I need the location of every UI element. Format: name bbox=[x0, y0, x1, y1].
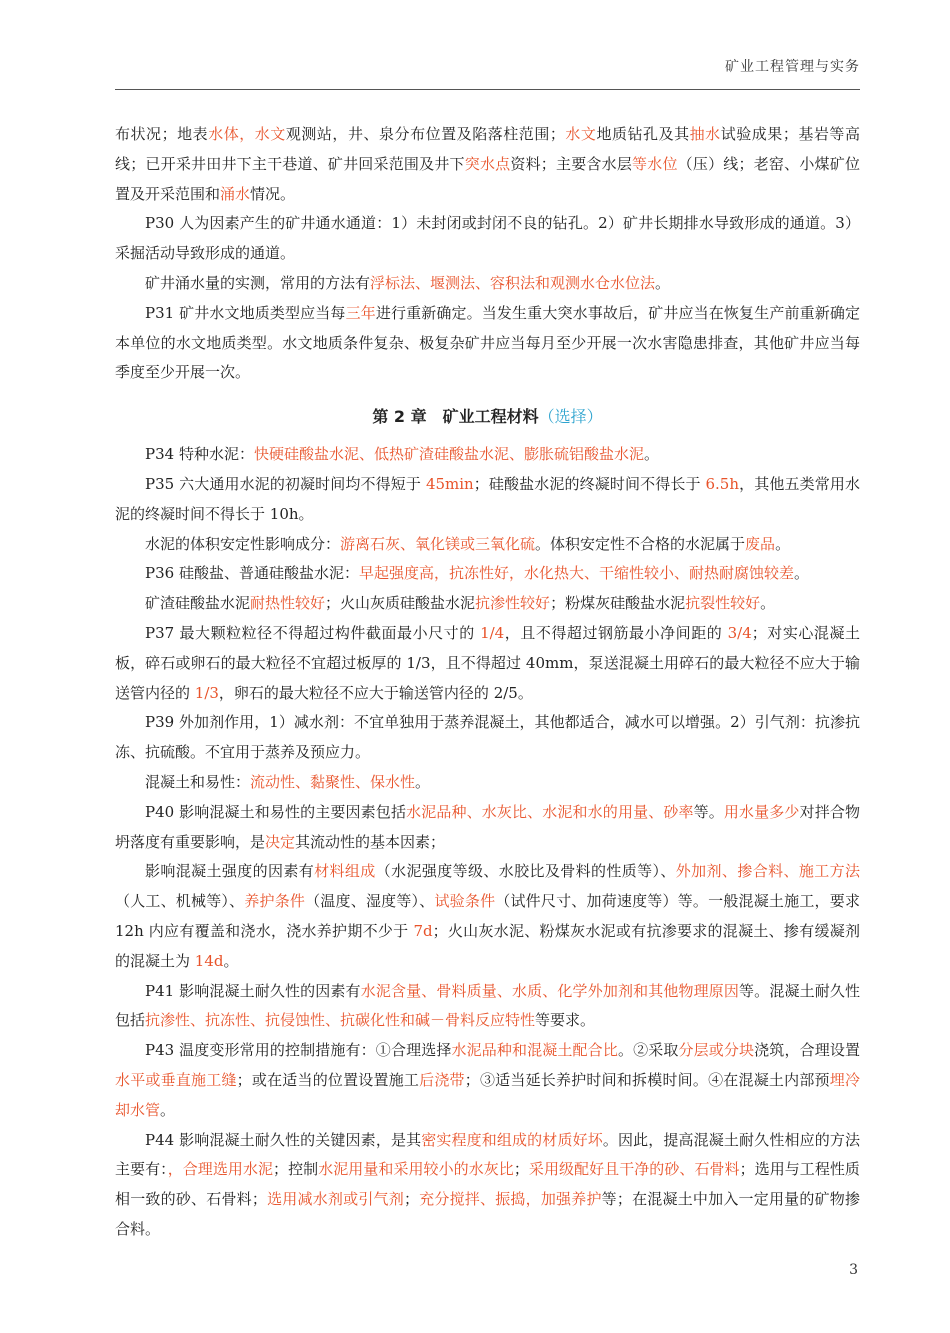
chapter-title-text: 第 2 章 矿业工程材料 bbox=[372, 407, 539, 427]
paragraph-text: P36 硅酸盐、普通硅酸盐水泥： bbox=[145, 564, 359, 583]
paragraph bbox=[115, 269, 860, 299]
highlighted-term: 流动性、黏聚性、保水性 bbox=[250, 772, 416, 791]
paragraph-text: 等；在混凝土中加入一定用量的矿物掺合料。 bbox=[115, 1190, 860, 1238]
paragraph-text: 试验成果；基岩等高线；已开采井田井下主干巷道、矿井回采范围及井下 bbox=[115, 125, 860, 173]
paragraph-text: 地质钻孔及其 bbox=[596, 125, 690, 143]
paragraph-text: （压）线；老窑、小煤矿位置及开采范围和 bbox=[115, 154, 860, 203]
paragraph-text: 观测站，井、泉分布位置及陷落柱范围； bbox=[285, 125, 565, 143]
highlighted-term: 耐热性较好 bbox=[250, 594, 326, 613]
paragraph-text: ；③适当延长养护时间和拆模时间。④在混凝土内部预 bbox=[464, 1070, 830, 1089]
highlighted-term: 三年 bbox=[345, 303, 376, 322]
highlighted-term: 采用级配好且干净的砂、石骨料 bbox=[528, 1160, 740, 1179]
highlighted-term: 快硬硅酸盐水泥、低热矿渣硅酸盐水泥、膨胀硫铝酸盐水泥 bbox=[253, 445, 644, 464]
highlighted-term: 1/3 bbox=[194, 683, 219, 702]
paragraph-text: （温度、湿度等）、 bbox=[305, 892, 435, 911]
paragraph bbox=[115, 977, 860, 1037]
highlighted-term: 材料组成 bbox=[314, 862, 376, 881]
paragraph-text: 影响混凝土强度的因素有 bbox=[145, 862, 315, 881]
paragraph-text: 进行重新确定。当发生重大突水事故后，矿井应当在恢复生产前重新确定本单位的水文地质类型。水文地质条件复杂、极复杂矿井应当每月至少开展一次水害隐患排查，其他矿井应当每季度至少开展一次。 bbox=[115, 303, 860, 382]
paragraph-text: 。 bbox=[793, 564, 809, 583]
paragraph-text: （人工、机械等）、 bbox=[115, 892, 245, 911]
paragraph-text: P39 外加剂作用，1）减水剂：不宜单独用于蒸养混凝土，其他都适合，减水可以增强。2）引气剂：抗渗抗冻、抗硫酸。不宜用于蒸养及预应力。 bbox=[115, 713, 860, 762]
paragraph-text: 。 bbox=[643, 445, 659, 464]
highlighted-term: 埋冷却水管 bbox=[115, 1070, 860, 1119]
highlighted-term: 用水量多少 bbox=[723, 802, 800, 821]
paragraph bbox=[115, 120, 860, 209]
paragraph-text: P40 影响混凝土和易性的主要因素包括 bbox=[145, 802, 407, 821]
paragraph-text: P34 特种水泥： bbox=[145, 445, 254, 464]
paragraph-text: ，且不得超过钢筋最小净间距的 bbox=[504, 623, 728, 642]
highlighted-term: 水文 bbox=[564, 125, 597, 143]
paragraph bbox=[115, 440, 860, 470]
paragraph-text: ；硅酸盐水泥的终凝时间不得长于 bbox=[473, 474, 706, 493]
highlighted-term: 外加剂、掺合料、施工方法 bbox=[675, 862, 860, 881]
section-hydrogeology bbox=[115, 120, 860, 388]
paragraph-text: （水泥强度等级、水胶比及骨料的性质等）、 bbox=[375, 862, 676, 881]
paragraph-text: ，卵石的最大粒径不应大于输送管内径的 2/5。 bbox=[218, 683, 533, 702]
highlighted-term: 早起强度高，抗冻性好，水化热大、干缩性较小、耐热耐腐蚀较差 bbox=[358, 564, 794, 583]
paragraph-text: 。因此，提高混凝土耐久性相应的方法主要有： bbox=[115, 1130, 860, 1179]
highlighted-term: 充分搅拌、振捣，加强养护 bbox=[418, 1190, 602, 1209]
highlighted-term: 6.5h bbox=[705, 474, 739, 493]
paragraph bbox=[115, 299, 860, 388]
paragraph-text: 对拌合物坍落度有重要影响，是 bbox=[115, 802, 860, 851]
chapter-heading bbox=[115, 402, 860, 432]
paragraph-text: 。 bbox=[223, 951, 239, 970]
paragraph bbox=[115, 798, 860, 858]
paragraph-text: P41 影响混凝土耐久性的因素有 bbox=[145, 981, 361, 1000]
paragraph-text: 其流动性的基本因素； bbox=[295, 832, 446, 851]
highlighted-term: 选用减水剂或引气剂 bbox=[266, 1190, 404, 1209]
highlighted-term: 水平或垂直施工缝 bbox=[115, 1070, 237, 1089]
paragraph-text: 等要求。 bbox=[535, 1011, 596, 1030]
paragraph bbox=[115, 530, 860, 560]
highlighted-term: 抗渗性、抗冻性、抗侵蚀性、抗碳化性和碱－骨料反应特性 bbox=[145, 1011, 536, 1030]
paragraph-text: 。 bbox=[415, 772, 431, 791]
paragraph-text: 。体积安定性不合格的水泥属于 bbox=[535, 534, 746, 553]
paragraph-text: 矿井涌水量的实测，常用的方法有 bbox=[145, 273, 371, 292]
paragraph-text: ；对实心混凝土板，碎石或卵石的最大粒径不宜超过板厚的 1/3，且不得超过 40mm，泵送混凝土用碎石的最大粒径不应大于输送管内径的 bbox=[115, 623, 860, 702]
paragraph-text: ； bbox=[403, 1190, 419, 1209]
paragraph-text: ；选用与工程性质相一致的砂、石骨料； bbox=[115, 1160, 860, 1209]
highlighted-term: 废品 bbox=[745, 534, 776, 553]
paragraph-text: 等。 bbox=[693, 802, 724, 821]
highlighted-term: 3/4 bbox=[727, 623, 752, 642]
highlighted-term: 抽水 bbox=[689, 125, 721, 143]
paragraph bbox=[115, 1036, 860, 1125]
paragraph-text: 混凝土和易性： bbox=[145, 772, 251, 791]
paragraph-text: 等。混凝土耐久性包括 bbox=[115, 981, 860, 1030]
running-header-title: 矿业工程管理与实务 bbox=[725, 59, 860, 75]
highlighted-term: 分层或分块 bbox=[678, 1041, 755, 1060]
paragraph-text: ； bbox=[513, 1160, 529, 1179]
paragraph-text: 资料；主要含水层 bbox=[510, 154, 633, 173]
paragraph-text: P44 影响混凝土耐久性的关键因素，是其 bbox=[145, 1130, 422, 1149]
highlighted-term: ，合理选用水泥 bbox=[167, 1160, 274, 1179]
page-body bbox=[115, 120, 860, 1245]
highlighted-term: 密实程度和组成的材质好坏 bbox=[421, 1130, 603, 1149]
paragraph-text: P30 人为因素产生的矿井通水通道：1）未封闭或封闭不良的钻孔。2）矿井长期排水导致形成的通道。3）采掘活动导致形成的通道。 bbox=[115, 214, 860, 263]
paragraph bbox=[115, 1126, 860, 1245]
paragraph bbox=[115, 470, 860, 530]
paragraph-text: ；火山灰水泥、粉煤灰水泥或有抗渗要求的混凝土、掺有缓凝剂的混凝土为 bbox=[115, 921, 860, 970]
paragraph-text: ；或在适当的位置设置施工 bbox=[236, 1070, 420, 1089]
paragraph-text: 。 bbox=[775, 534, 791, 553]
paragraph bbox=[115, 708, 860, 768]
highlighted-term: 后浇带 bbox=[419, 1070, 465, 1089]
paragraph bbox=[115, 589, 860, 619]
paragraph-text: P37 最大颗粒粒径不得超过构件截面最小尺寸的 bbox=[145, 623, 481, 642]
paragraph-text: P35 六大通用水泥的初凝时间均不得短于 bbox=[145, 474, 426, 493]
highlighted-term: 涌水 bbox=[220, 184, 251, 203]
paragraph-text: ，其他五类常用水泥的终凝时间不得长于 10h。 bbox=[115, 474, 860, 523]
highlighted-term: 等水位 bbox=[632, 154, 678, 173]
highlighted-term: 水泥含量、骨料质量、水质、化学外加剂和其他物理原因 bbox=[360, 981, 740, 1000]
paragraph-text: 。 bbox=[760, 594, 776, 613]
paragraph bbox=[115, 559, 860, 589]
highlighted-term: 水体，水文 bbox=[208, 125, 286, 143]
section-materials bbox=[115, 440, 860, 1245]
highlighted-term: 水泥品种和混凝土配合比 bbox=[451, 1041, 618, 1060]
paragraph-text: ；控制 bbox=[273, 1160, 319, 1179]
highlighted-term: 水泥用量和采用较小的水灰比 bbox=[318, 1160, 514, 1179]
paragraph-text: 。 bbox=[160, 1100, 176, 1119]
paragraph-text: ；粉煤灰硅酸盐水泥 bbox=[550, 594, 686, 613]
paragraph-text: ；火山灰质硅酸盐水泥 bbox=[325, 594, 476, 613]
highlighted-term: 养护条件 bbox=[244, 892, 306, 911]
paragraph bbox=[115, 768, 860, 798]
highlighted-term: 浮标法、堰测法、容积法和观测水仓水位法 bbox=[370, 273, 656, 292]
paragraph-text: （试件尺寸、加荷速度等）等。一般混凝土施工，要求 12h 内应有覆盖和浇水，浇水养护期不少于 bbox=[115, 892, 860, 940]
paragraph bbox=[115, 857, 860, 976]
paragraph-text: P43 温度变形常用的控制措施有：①合理选择 bbox=[145, 1041, 452, 1060]
highlighted-term: 45min bbox=[425, 474, 474, 493]
paragraph-text: 情况。 bbox=[250, 184, 296, 203]
highlighted-term: 抗裂性较好 bbox=[685, 594, 761, 613]
chapter-title-note: （选择） bbox=[538, 407, 603, 427]
paragraph-text: 。 bbox=[655, 273, 671, 292]
highlighted-term: 游离石灰、氧化镁或三氧化硫 bbox=[340, 534, 536, 553]
highlighted-term: 水泥品种、水灰比、水泥和水的用量、砂率 bbox=[406, 802, 694, 821]
highlighted-term: 突水点 bbox=[464, 154, 511, 173]
highlighted-term: 1/4 bbox=[480, 623, 505, 642]
paragraph-text: 矿渣硅酸盐水泥 bbox=[145, 594, 251, 613]
highlighted-term: 14d bbox=[194, 951, 224, 970]
paragraph-text: 。②采取 bbox=[617, 1041, 679, 1060]
paragraph-text: 布状况；地表 bbox=[115, 125, 209, 143]
highlighted-term: 7d bbox=[413, 921, 433, 940]
header-divider bbox=[115, 89, 860, 90]
paragraph bbox=[115, 619, 860, 708]
paragraph-text: 水泥的体积安定性影响成分： bbox=[145, 534, 341, 553]
paragraph-text: 浇筑，合理设置 bbox=[754, 1041, 860, 1060]
paragraph bbox=[115, 209, 860, 269]
paragraph-text: P31 矿井水文地质类型应当每 bbox=[145, 303, 346, 322]
highlighted-term: 决定 bbox=[265, 832, 296, 851]
page-number: 3 bbox=[849, 1262, 858, 1278]
highlighted-term: 抗渗性较好 bbox=[475, 594, 551, 613]
highlighted-term: 试验条件 bbox=[434, 892, 496, 911]
